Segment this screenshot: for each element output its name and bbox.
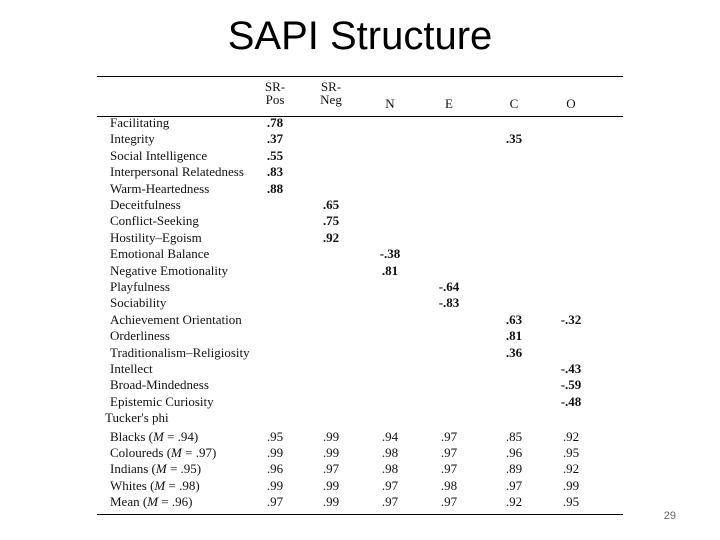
column-header [308, 80, 354, 106]
group-name: Mean ( [110, 494, 148, 510]
factor-label: Interpersonal Relatedness [110, 164, 244, 180]
group-mean: = .98) [165, 477, 200, 493]
phi-value: .92 [562, 428, 580, 444]
loading-value: .55 [266, 147, 284, 163]
factor-label: Traditionalism–Religiosity [110, 344, 250, 360]
phi-value: .96 [505, 445, 523, 460]
group-mean: = .94) [163, 428, 199, 444]
phi-value: .97 [440, 494, 458, 510]
factor-label: Integrity [110, 131, 155, 147]
loading-value: .81 [505, 328, 523, 344]
phi-value: .95 [562, 494, 580, 510]
phi-value: .92 [505, 494, 523, 510]
loading-value: .88 [266, 180, 284, 196]
group-mean: = .96) [158, 494, 193, 510]
phi-value: .97 [266, 494, 284, 510]
phi-value: .94 [381, 428, 399, 444]
phi-value: .98 [381, 461, 399, 477]
loading-value: .75 [322, 213, 340, 229]
group-name: Blacks ( [110, 428, 153, 444]
phi-value: .97 [505, 477, 523, 493]
loading-value: -.32 [560, 311, 582, 327]
phi-value: .99 [266, 477, 284, 493]
phi-value: .95 [266, 428, 284, 444]
factor-label: Emotional Balance [110, 246, 210, 262]
group-label [110, 429, 198, 445]
group-mean: = .95) [166, 461, 202, 477]
loading-value: -.43 [560, 361, 582, 376]
mean-symbol: M [154, 477, 166, 493]
phi-value: .95 [562, 445, 580, 460]
phi-value: .98 [381, 445, 399, 460]
loading-value: .78 [266, 115, 284, 130]
phi-value: .85 [505, 428, 523, 444]
mean-symbol: M [171, 445, 182, 460]
phi-value: .99 [266, 445, 284, 460]
phi-value: .99 [562, 477, 580, 493]
factor-label: Negative Emotionality [110, 262, 229, 278]
factor-loading-table [97, 76, 623, 515]
factor-label: Facilitating [110, 115, 170, 130]
factor-label: Achievement Orientation [110, 311, 242, 327]
loading-value: .37 [266, 131, 284, 147]
mean-symbol: M [147, 494, 159, 510]
phi-value: .98 [440, 477, 458, 493]
column-header-line1: SR- [320, 79, 342, 94]
column-header [426, 97, 472, 110]
group-name: Indians ( [110, 461, 156, 477]
column-header-line1: O [566, 96, 576, 111]
loading-value: -.48 [560, 393, 582, 409]
phi-value: .99 [322, 445, 340, 460]
loading-value: .65 [322, 197, 340, 212]
group-label [110, 445, 216, 461]
factor-label: Social Intelligence [110, 147, 208, 163]
phi-value: .97 [440, 428, 458, 444]
loading-value: .35 [505, 131, 523, 147]
factor-label: Intellect [110, 361, 153, 376]
group-name: Coloureds ( [110, 445, 172, 460]
group-name: Whites ( [110, 477, 155, 493]
factor-label: Playfulness [110, 279, 170, 294]
column-header-line1: SR- [264, 79, 286, 94]
group-label [110, 461, 201, 477]
loading-value: .63 [505, 311, 523, 327]
phi-value: .97 [440, 445, 458, 460]
phi-value: .92 [562, 461, 580, 477]
loading-value: .36 [505, 344, 523, 360]
column-header [252, 80, 298, 106]
phi-value: .96 [266, 461, 284, 477]
column-header-line2: Neg [320, 92, 342, 107]
phi-value: .97 [440, 461, 458, 477]
phi-value: .97 [381, 494, 399, 510]
loading-value: .81 [381, 262, 399, 278]
phi-value: .99 [322, 477, 340, 493]
loading-value: -.38 [379, 246, 401, 262]
mean-symbol: M [155, 461, 167, 477]
column-header [367, 97, 413, 110]
column-header-line1: C [509, 96, 519, 111]
factor-label: Warm-Heartedness [110, 180, 210, 196]
phi-value: .89 [505, 461, 523, 477]
loading-value: -.59 [560, 377, 582, 393]
column-header-line1: N [385, 96, 395, 111]
loading-value: .92 [322, 229, 340, 245]
factor-label: Sociability [110, 295, 167, 311]
phi-value: .97 [381, 477, 399, 493]
column-header-line1: E [445, 96, 453, 111]
group-label [110, 478, 200, 494]
loading-value: -.64 [438, 279, 460, 294]
column-header-line2: Pos [265, 92, 285, 107]
factor-label: Hostility–Egoism [110, 229, 202, 245]
page-number: 29 [663, 510, 676, 522]
column-header [548, 97, 594, 110]
phi-value: .99 [322, 428, 340, 444]
phi-value: .99 [322, 494, 340, 510]
factor-label: Epistemic Curiosity [110, 393, 214, 409]
phi-value: .97 [322, 461, 340, 477]
mean-symbol: M [152, 428, 164, 444]
group-mean: = .97) [181, 445, 217, 460]
slide-title: SAPI Structure [227, 14, 493, 58]
column-header [491, 97, 537, 110]
factor-label: Deceitfulness [110, 197, 181, 212]
loading-value: -.83 [438, 295, 460, 311]
header-rule [97, 116, 623, 117]
factor-label: Broad-Mindedness [110, 377, 209, 393]
tucker-phi-label: Tucker's phi [105, 410, 169, 426]
factor-label: Orderliness [110, 328, 170, 344]
factor-label: Conflict-Seeking [110, 213, 199, 229]
loading-value: .83 [266, 164, 284, 180]
group-label [110, 494, 192, 510]
